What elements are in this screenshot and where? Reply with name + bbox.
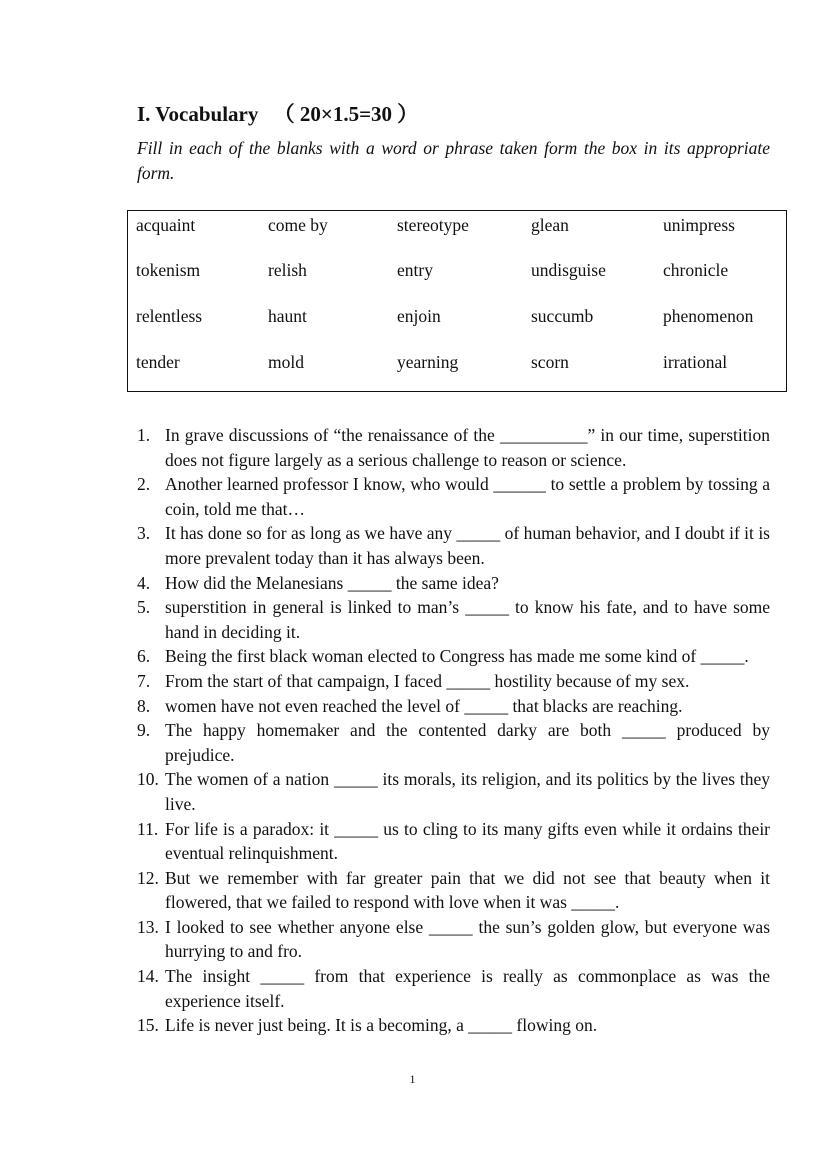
answer-blank[interactable]: _____ — [260, 966, 305, 987]
question-text: the same idea? — [395, 572, 499, 593]
question-text: to settle a problem by tossing a coin, told me that… — [165, 474, 770, 519]
question-text: In grave discussions of “the renaissance of the — [165, 425, 495, 445]
word-bank-item: relentless — [136, 306, 203, 326]
question-text: women have not even reached the level of — [165, 695, 460, 716]
word-bank-item: haunt — [268, 306, 307, 326]
word-bank-item: scorn — [531, 352, 569, 372]
answer-blank[interactable]: _____ — [334, 818, 379, 839]
question-text: From the start of that campaign, I faced — [165, 670, 442, 691]
question-text: It has done so for as long as we have any — [165, 523, 453, 544]
question-text: hostility because of my sex. — [494, 670, 690, 691]
word-bank-box — [127, 210, 787, 392]
question-text: I looked to see whether anyone else — [165, 916, 424, 937]
question-text: that blacks are reaching. — [512, 695, 683, 716]
question-item — [137, 1013, 770, 1038]
instructions-text: Fill in each of the blanks with a word or phrase taken form the box in its appropriate form. — [137, 138, 770, 183]
answer-blank[interactable]: _____ — [465, 597, 509, 618]
question-item — [137, 571, 770, 596]
question-text: superstition in general is linked to man’s — [165, 597, 460, 618]
question-item — [137, 423, 770, 472]
question-item — [137, 669, 770, 694]
question-text: . — [744, 646, 749, 667]
question-item — [137, 644, 770, 669]
answer-blank[interactable]: _____ — [333, 769, 378, 790]
question-item — [137, 915, 770, 964]
question-text: to know his fate, and to have some hand in deciding it. — [165, 597, 771, 642]
question-number: 14. — [137, 966, 159, 987]
question-item — [137, 595, 770, 644]
answer-blank[interactable]: ______ — [493, 474, 546, 495]
answer-blank[interactable]: _____ — [464, 695, 509, 716]
question-number: 8. — [137, 695, 151, 716]
question-text: Life is never just being. It is a becoming, a — [165, 1015, 464, 1036]
answer-blank[interactable]: _____ — [571, 892, 616, 913]
question-number: 12. — [137, 867, 159, 888]
answer-blank[interactable]: _____ — [700, 646, 745, 667]
word-bank-item: entry — [397, 260, 433, 280]
answer-blank[interactable]: _____ — [446, 670, 491, 691]
word-bank-item: phenomenon — [663, 306, 754, 326]
word-bank-row — [128, 306, 786, 330]
word-bank-item: irrational — [663, 352, 728, 372]
word-bank-row — [128, 260, 786, 284]
question-text: its morals, its religion, and its politics by the lives they live. — [165, 769, 771, 814]
question-item — [137, 472, 770, 521]
page-number: 1 — [409, 1072, 416, 1086]
answer-blank[interactable]: __________ — [499, 425, 588, 445]
word-bank-item: tokenism — [136, 260, 201, 280]
question-number: 13. — [137, 916, 159, 937]
question-text: The women of a nation — [165, 769, 330, 790]
question-item — [137, 718, 770, 767]
question-text: But we remember with far greater pain that we did not see that beauty when it flowered, that we failed to respond with love when it was — [165, 867, 770, 913]
question-item — [137, 767, 770, 816]
word-bank-item: yearning — [397, 352, 459, 372]
question-text: . — [615, 892, 620, 913]
word-bank-item: acquaint — [136, 215, 196, 235]
question-number: 10. — [137, 769, 159, 790]
question-text: The insight — [165, 966, 251, 987]
question-text: For life is a paradox: it — [165, 818, 330, 839]
question-number: 6. — [137, 646, 151, 667]
word-bank-item: mold — [268, 352, 304, 372]
answer-blank[interactable]: _____ — [468, 1015, 513, 1036]
word-bank-item: relish — [268, 260, 307, 280]
question-item — [137, 521, 770, 570]
answer-blank[interactable]: _____ — [347, 572, 392, 593]
word-bank-item: succumb — [531, 306, 594, 326]
question-text: from that experience is really as commonplace as was the experience itself. — [165, 966, 771, 1011]
question-number: 5. — [137, 597, 151, 618]
word-bank-item: undisguise — [531, 260, 606, 280]
question-number: 11. — [137, 818, 159, 839]
question-item — [137, 694, 770, 719]
section-score: （ 20×1.5=30 ） — [273, 102, 419, 126]
word-bank-item: stereotype — [397, 215, 469, 235]
question-text: ” in our time, superstition does not figure largely as a serious challenge to reason or science. — [165, 425, 770, 470]
question-list — [137, 423, 770, 1038]
question-number: 2. — [137, 474, 151, 495]
question-number: 4. — [137, 572, 151, 593]
section-heading — [137, 98, 418, 128]
question-text: How did the Melanesians — [165, 572, 344, 593]
answer-blank[interactable]: _____ — [621, 720, 666, 741]
word-bank-item: enjoin — [397, 306, 441, 326]
question-text: Being the first black woman elected to Congress has made me some kind of — [165, 646, 697, 667]
question-number: 1. — [137, 425, 151, 445]
question-text: us to cling to its many gifts even while it ordains their eventual relinquishment. — [165, 818, 771, 864]
question-text: of human behavior, and I doubt if it is more prevalent today than it has always been. — [165, 523, 770, 568]
question-text: produced by prejudice. — [165, 720, 770, 765]
word-bank-row — [128, 352, 786, 376]
word-bank-item: tender — [136, 352, 180, 372]
section-title: I. Vocabulary — [137, 102, 259, 126]
question-number: 7. — [137, 670, 151, 691]
question-number: 3. — [137, 523, 151, 544]
word-bank-item: glean — [531, 215, 569, 235]
question-text: flowing on. — [516, 1015, 598, 1036]
word-bank-item: unimpress — [663, 215, 735, 235]
question-number: 15. — [137, 1015, 159, 1036]
question-text: the sun’s golden glow, but everyone was hurrying to and fro. — [165, 916, 771, 962]
word-bank-item: chronicle — [663, 260, 729, 280]
question-item — [137, 964, 770, 1013]
question-text: Another learned professor I know, who would — [165, 474, 489, 495]
question-item — [137, 866, 770, 915]
question-item — [137, 817, 770, 866]
question-text: The happy homemaker and the contented darky are both — [165, 720, 612, 741]
answer-blank[interactable]: _____ — [428, 916, 473, 937]
question-number: 9. — [137, 720, 151, 741]
answer-blank[interactable]: _____ — [456, 523, 501, 544]
word-bank-row — [128, 215, 786, 239]
word-bank-item: come by — [268, 215, 328, 235]
